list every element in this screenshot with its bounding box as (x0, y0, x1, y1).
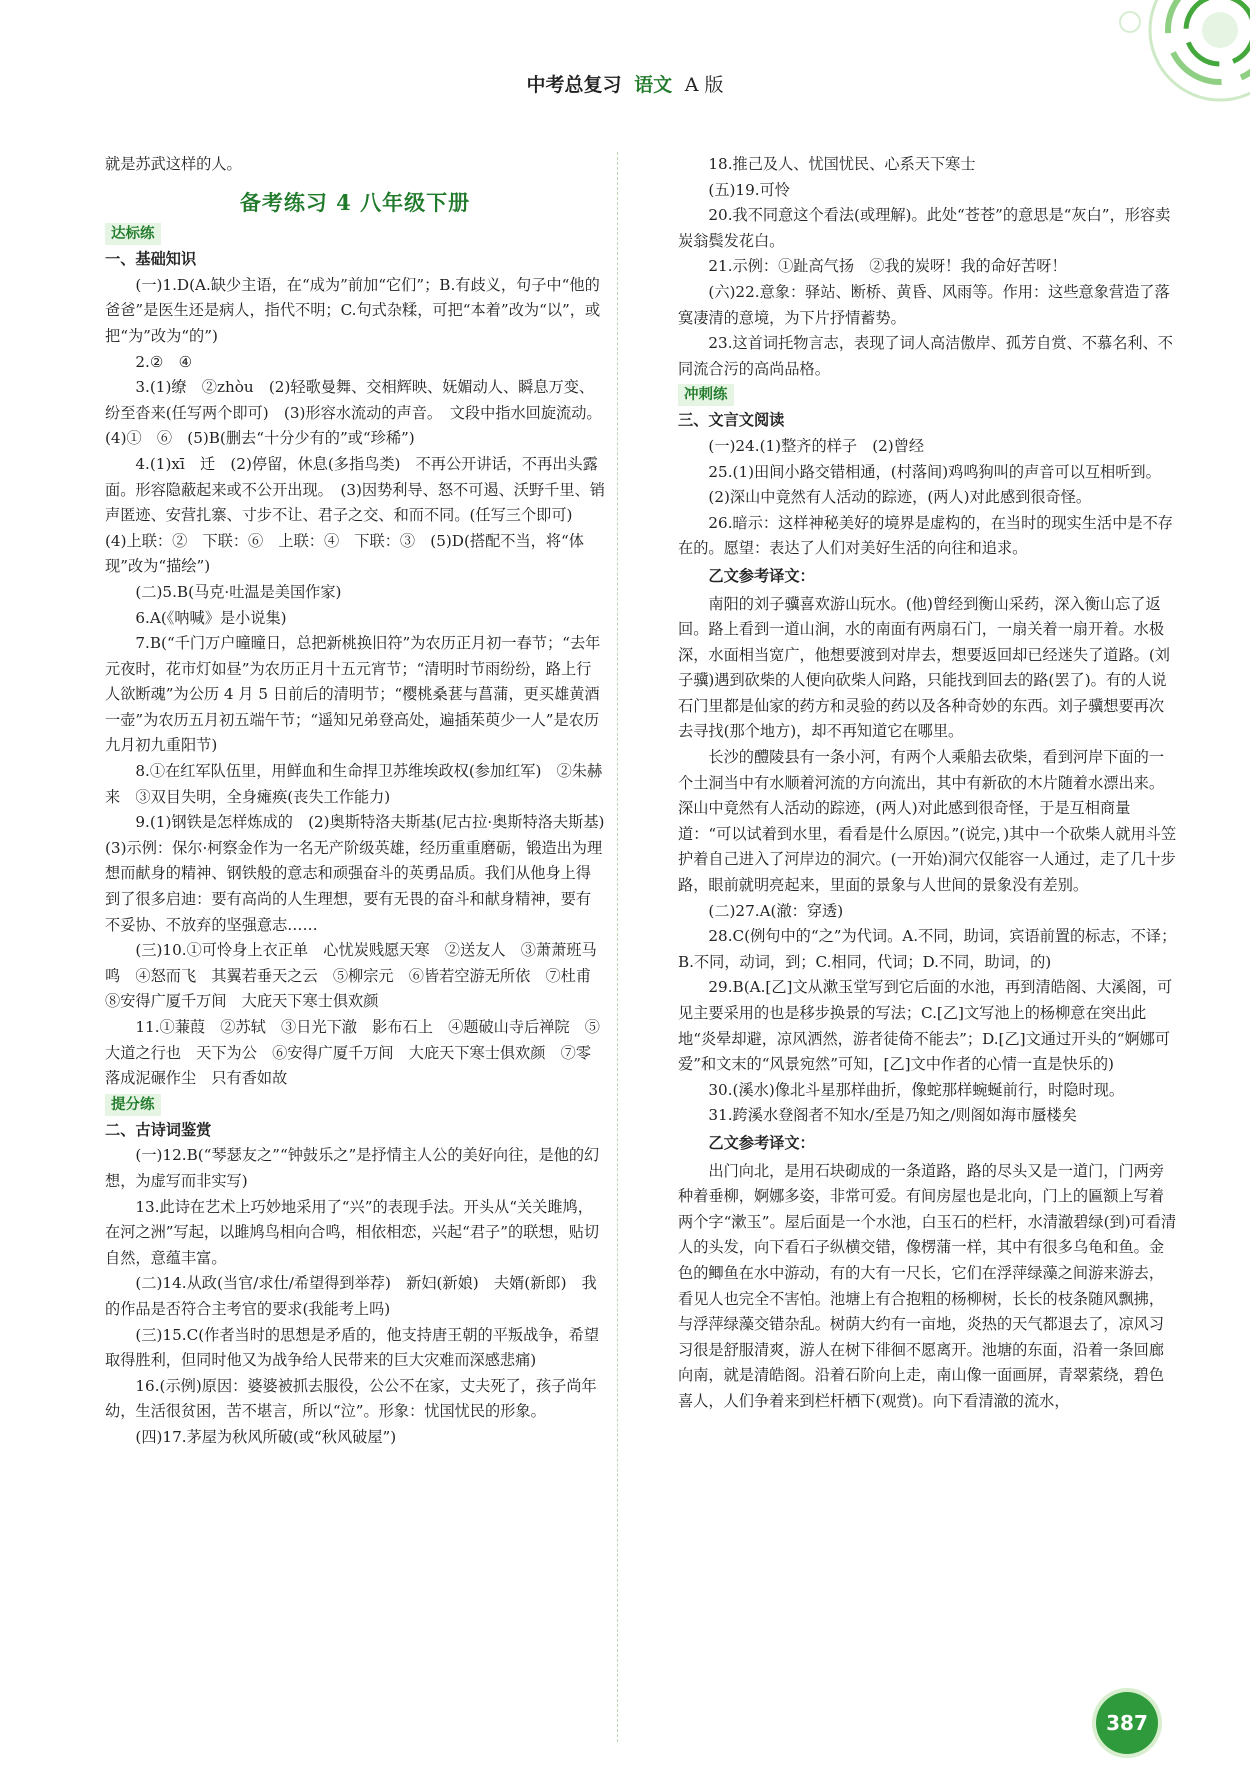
section-title: 备考练习 4 八年级下册 (239, 189, 471, 215)
left-column (105, 152, 620, 1451)
answer-paragraph: (六)22.意象：驿站、断桥、黄昏、风雨等。作用：这些意象营造了落寞凄清的意境，为下片抒情蓄势。 (678, 282, 1170, 327)
header-subject: 语文 (634, 74, 673, 96)
answer-paragraph: 18.推己及人、忧国忧民、心系天下寒士 (708, 155, 976, 173)
answer-paragraph: 9.(1)钢铁是怎样炼成的 (2)奥斯特洛夫斯基(尼古拉·奥斯特洛夫斯基) (3)示例：保尔·柯察金作为一名无产阶级英雄，经历重重磨砺，锻造出为理想而献身的精神、钢铁般的意志和顽强奋斗的英勇品质。我们从他身上得到了很多启迪：要有高尚的人生理想，要有无畏的奋斗和献身精神，要有不妥协、不放弃的坚强意志…… (105, 813, 620, 934)
answer-paragraph: (一)1.D(A.缺少主语，在“成为”前加“它们”；B.有歧义，句子中“他的爸爸”是医生还是病人，指代不明；C.句式杂糅，可把“本着”改为“以”，或把“为”改为“的”) (105, 275, 601, 345)
subsection-heading: 一、基础知识 (105, 250, 197, 269)
answer-paragraph: 8.①在红军队伍里，用鲜血和生命捍卫苏维埃政权(参加红军) ②朱赫来 ③双目失明，全身瘫痪(丧失工作能力) (105, 762, 603, 806)
right-column (678, 152, 1178, 1415)
section-tag: 达标练 (105, 223, 161, 245)
answer-paragraph: 29.B(A.[乙]文从漱玉堂写到它后面的水池，再到清皓阁、大溪阁，可见主要采用的也是移步换景的写法；C.[乙]文写池上的杨柳意在突出此地“炎晕却避，凉风洒然，游者徒倚不能去”；D.[乙]文通过开头的“婀娜可爱”和文末的“风景宛然”可知，[乙]文中作者的心情一直是快乐的) (678, 978, 1173, 1074)
answer-paragraph: 28.C(例句中的“之”为代词。A.不同，助词，宾语前置的标志，不译；B.不同，动词，到；C.相同，代词；D.不同，助词，的) (678, 927, 1177, 971)
answer-paragraph: 4.(1)xī 迁 (2)停留，休息(多指鸟类) 不再公开讲话，不再出头露面。形容隐蔽起来或不公开出现。 (3)因势利导、怒不可遏、沃野千里、销声匿迹、安营扎寨、寸步不让、君子之交、和而不同。(任写三个即可) (4)上联：② 下联：⑥ 上联：④ 下联：③ (5)D(搭配不当，将“体现”改为“描绘”) (105, 454, 605, 576)
answer-paragraph: 2.② ④ (135, 352, 193, 371)
answer-paragraph: 20.我不同意这个看法(或理解)。此处“苍苍”的意思是“灰白”，形容卖炭翁鬓发花白。 (678, 206, 1171, 250)
answer-paragraph: (二)27.A(澈：穿透) (708, 901, 844, 920)
answer-paragraph: 南阳的刘子骥喜欢游山玩水。(他)曾经到衡山采药，深入衡山忘了返回。路上看到一道山涧，水的南面有两扇石门，一扇关着一扇开着。水极深，水面相当宽广，他想要渡到对岸去，想要返回却已经迷失了道路。(刘子骥)遇到砍柴的人便向砍柴人问路，只能找到回去的路(罢了)。有的人说石门里都是仙家的药方和灵验的药以及各种奇妙的东西。刘子骥想要再次去寻找(那个地方)，却不再知道它在哪里。 (678, 594, 1170, 741)
answer-paragraph: (一)12.B(“琴瑟友之”“钟鼓乐之”是抒情主人公的美好向往，是他的幻想，为虚写而非实写) (105, 1146, 600, 1190)
answer-paragraph: 6.A(《呐喊》是小说集) (135, 608, 287, 627)
answer-paragraph: (二)5.B(马克·吐温是美国作家) (135, 582, 342, 601)
section-tag: 冲刺练 (678, 384, 734, 406)
answer-paragraph: 出门向北，是用石块砌成的一条道路，路的尽头又是一道门，门两旁种着垂柳，婀娜多姿，非常可爱。有间房屋也是北向，门上的匾额上写着两个字“漱玉”。屋后面是一个水池，白玉石的栏杆，水清澈碧绿(到)可看清人的头发，向下看石子纵横交错，像楞蒲一样，其中有很多乌龟和鱼。金色的鲫鱼在水中游动，有的大有一尺长，它们在浮萍绿藻之间游来游去，看见人也完全不害怕。池塘上有合抱粗的杨柳树，长长的枝条随风飘拂，与浮萍绿藻交错杂乱。树荫大约有一亩地，炎热的天气都退去了，凉风习习很是舒服清爽，游人在树下徘徊不愿离开。池塘的东面，沿着一条回廊向南，就是清皓阁。沿着石阶向上走，南山像一面画屏，青翠萦绕，碧色喜人，人们争着来到栏杆栖下(观赏)。向下看清澈的流水， (678, 1161, 1177, 1410)
text-paragraph: 就是苏武这样的人。 (105, 155, 242, 173)
answer-paragraph: (三)10.①可怜身上衣正单 心忧炭贱愿天寒 ②送友人 ③萧萧班马鸣 ④怒而飞 其翼若垂天之云 ⑤柳宗元 ⑥皆若空游无所依 ⑦杜甫 ⑧安得广厦千万间 大庇天下寒士俱欢颜 (105, 941, 607, 1011)
translation-heading: 乙文参考译文： (708, 566, 815, 585)
corner-decoration (1060, 0, 1250, 130)
answer-paragraph: (五)19.可怜 (708, 180, 790, 199)
section-tag-row (105, 1092, 605, 1118)
answer-paragraph: 30.(溪水)像北斗星那样曲折，像蛇那样蜿蜒前行，时隐时现。 (708, 1080, 1125, 1099)
answer-paragraph: 13.此诗在艺术上巧妙地采用了“兴”的表现手法。开头从“关关雎鸠，在河之洲”写起，以雎鸠鸟相向合鸣，相依相恋，兴起“君子”的联想，贴切自然，意蕴丰富。 (105, 1197, 600, 1267)
answer-paragraph: 31.跨溪水登阁者不知水/至是乃知之/则阁如海市蜃楼矣 (708, 1106, 1077, 1125)
answer-paragraph: (三)15.C(作者当时的思想是矛盾的，他支持唐王朝的平叛战争，希望取得胜利，但同时他又为战争给人民带来的巨大灾难而深感悲痛) (105, 1325, 600, 1370)
answer-paragraph: (二)14.从政(当官/求仕/希望得到举荐) 新妇(新娘) 夫婿(新郎) 我的作品是否符合主考官的要求(我能考上吗) (105, 1274, 597, 1318)
answer-paragraph: 26.暗示：这样神秘美好的境界是虚构的，在当时的现实生活中是不存在的。愿望：表达了人们对美好生活的向往和追求。 (678, 513, 1173, 558)
column-divider (617, 152, 618, 1742)
answer-paragraph: 长沙的醴陵县有一条小河，有两个人乘船去砍柴，看到河岸下面的一个土洞当中有水顺着河流的方向流出，其中有新砍的木片随着水漂出来。深山中竟然有人活动的踪迹，(两人)对此感到很奇怪，于是互相商量道：“可以试着到水里，看看是什么原因。”(说完，)其中一个砍柴人就用斗笠护着自己进入了河岸边的洞穴。(一开始)洞穴仅能容一人通过，走了几十步路，眼前就明亮起来，里面的景象与人世间的景象没有差别。 (678, 748, 1177, 895)
translation-heading: 乙文参考译文： (708, 1133, 815, 1152)
section-tag: 提分练 (105, 1094, 161, 1116)
header-version: A 版 (684, 74, 724, 96)
answer-paragraph: 11.①蒹葭 ②苏轼 ③日光下澈 影布石上 ④题破山寺后禅院 ⑤大道之行也 天下为公 ⑥安得广厦千万间 大庇天下寒士俱欢颜 ⑦零落成泥碾作尘 只有香如故 (105, 1018, 600, 1088)
answer-paragraph: 16.(示例)原因：婆婆被抓去服役，公公不在家，丈夫死了，孩子尚年幼，生活很贫困，苦不堪言，所以“泣”。形象：忧国忧民的形象。 (105, 1376, 597, 1421)
answer-paragraph: (四)17.茅屋为秋风所破(或“秋风破屋”) (135, 1427, 397, 1446)
answer-paragraph: (2)深山中竟然有人活动的踪迹，(两人)对此感到很奇怪。 (708, 488, 1092, 507)
section-tag-row (105, 221, 605, 247)
answer-paragraph: 23.这首词托物言志，表现了词人高洁傲岸、孤芳自赏、不慕名利、不同流合污的高尚品格。 (678, 334, 1173, 378)
page-header (0, 70, 1250, 97)
answer-paragraph: 21.示例：①趾高气扬 ②我的炭呀！我的命好苦呀！ (708, 257, 1067, 276)
answer-paragraph: (一)24.(1)整齐的样子 (2)曾经 (708, 436, 925, 455)
section-tag-row (678, 382, 1178, 408)
header-title: 中考总复习 (526, 74, 622, 96)
subsection-heading: 二、古诗词鉴赏 (105, 1120, 212, 1139)
page-number: 387 (1096, 1692, 1158, 1754)
answer-paragraph: 7.B(“千门万户曈曈日，总把新桃换旧符”为农历正月初一春节；“去年元夜时，花市灯如昼”为农历正月十五元宵节；“清明时节雨纷纷，路上行人欲断魂”为公历 4 月 5 日前后的清明节；“樱桃桑葚与菖蒲，更买雄黄酒一壶”为农历五月初五端午节；“遥知兄弟登高处，遍插茱萸少一人”是农历九月初九重阳节) (105, 634, 601, 755)
answer-paragraph: 25.(1)田间小路交错相通，(村落间)鸡鸣狗叫的声音可以互相听到。 (708, 462, 1161, 481)
answer-paragraph: 3.(1)缭 ②zhòu (2)轻歌曼舞、交相辉映、妩媚动人、瞬息万变、纷至沓来(任写两个即可) (3)形容水流动的声音。 文段中指水回旋流动。 (4)① ⑥ (5)B(删去“十分少有的”或“珍稀”) (105, 378, 610, 448)
subsection-heading: 三、文言文阅读 (678, 411, 785, 430)
